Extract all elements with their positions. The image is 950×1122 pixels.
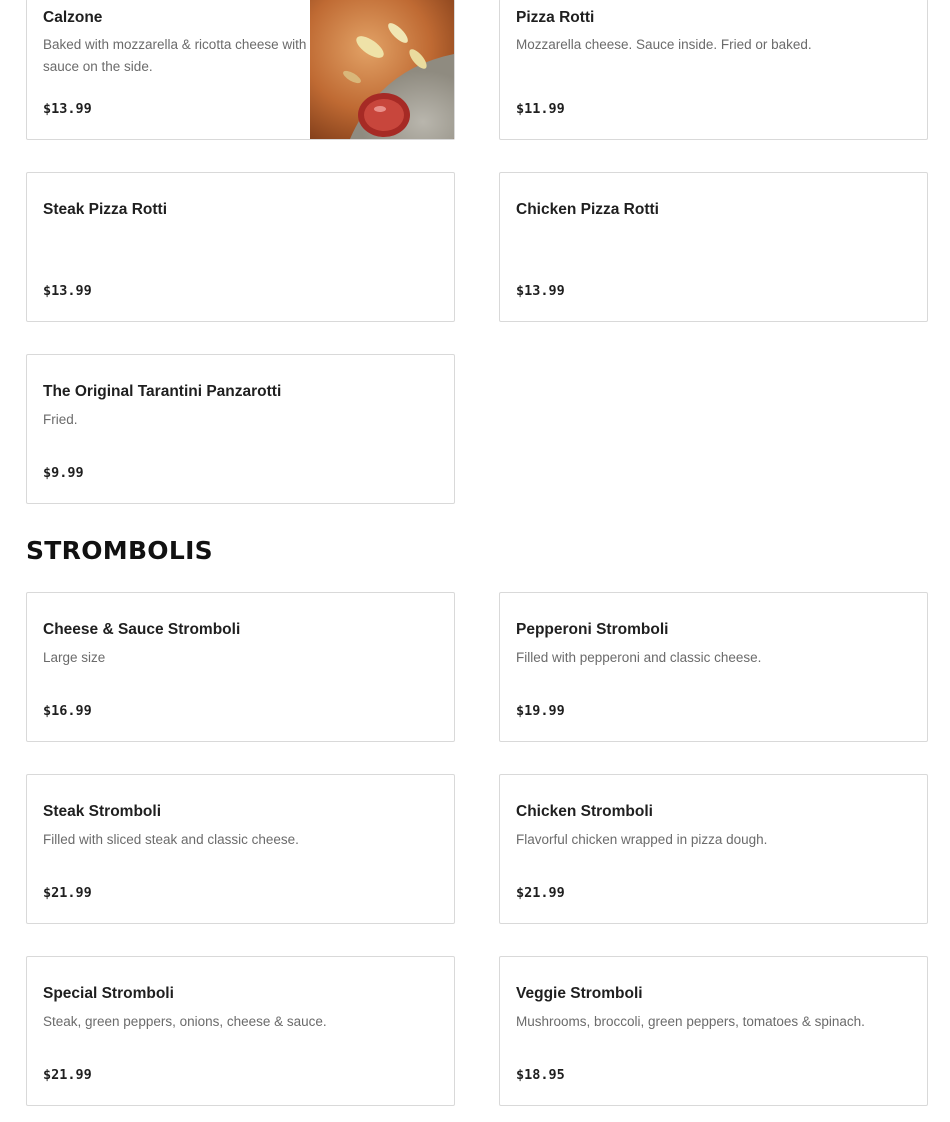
menu-item-description: Fried. (43, 412, 78, 427)
menu-item-price: $13.99 (43, 101, 92, 117)
menu-item-title: Special Stromboli (43, 985, 174, 1002)
menu-item-description: Mushrooms, broccoli, green peppers, tomatoes & spinach. (516, 1014, 865, 1029)
menu-item-card-veggie-stromboli[interactable] (499, 956, 928, 1106)
menu-item-price: $18.95 (516, 1067, 565, 1083)
menu-item-price: $21.99 (43, 1067, 92, 1083)
menu-item-title: Chicken Pizza Rotti (516, 201, 659, 218)
menu-item-price: $21.99 (516, 885, 565, 901)
menu-item-price: $19.99 (516, 703, 565, 719)
menu-item-description: Filled with sliced steak and classic cheese. (43, 832, 299, 847)
menu-item-card-pepperoni-stromboli[interactable] (499, 592, 928, 742)
menu-item-description: Filled with pepperoni and classic cheese. (516, 650, 762, 665)
menu-item-title: Pepperoni Stromboli (516, 621, 669, 638)
menu-item-card-special-stromboli[interactable] (26, 956, 455, 1106)
menu-item-card-steak-stromboli[interactable] (26, 774, 455, 924)
menu-item-title: Cheese & Sauce Stromboli (43, 621, 241, 638)
menu-item-price: $13.99 (516, 283, 565, 299)
menu-item-title: Pizza Rotti (516, 9, 595, 26)
menu-item-description: Steak, green peppers, onions, cheese & sauce. (43, 1014, 327, 1029)
menu-item-price: $13.99 (43, 283, 92, 299)
menu-item-title: Chicken Stromboli (516, 803, 653, 820)
menu-item-title: Veggie Stromboli (516, 985, 643, 1002)
menu-item-card-pizza-rotti[interactable] (499, 0, 928, 140)
menu-item-description: Large size (43, 650, 106, 665)
section-heading-strombolis: STROMBOLIS (26, 536, 213, 565)
menu-item-price: $16.99 (43, 703, 92, 719)
menu-item-card-original-tarantini-panzarotti[interactable] (26, 354, 455, 504)
menu-item-description: Baked with mozzarella & ricotta cheese with sauce on the side. (43, 37, 307, 74)
menu-item-description: Flavorful chicken wrapped in pizza dough. (516, 832, 768, 847)
menu-item-card-calzone[interactable] (26, 0, 455, 140)
menu-item-price: $9.99 (43, 465, 84, 481)
menu-item-card-cheese-sauce-stromboli[interactable] (26, 592, 455, 742)
menu-item-card-steak-pizza-rotti[interactable] (26, 172, 455, 322)
menu-item-title: Calzone (43, 9, 103, 26)
menu-item-price: $21.99 (43, 885, 92, 901)
menu-item-price: $11.99 (516, 101, 565, 117)
menu-item-card-chicken-pizza-rotti[interactable] (499, 172, 928, 322)
menu-item-description: Mozzarella cheese. Sauce inside. Fried or baked. (516, 37, 812, 52)
calzone-photo (310, 0, 454, 139)
menu-item-title: Steak Stromboli (43, 803, 161, 820)
menu-item-title: The Original Tarantini Panzarotti (43, 383, 282, 400)
menu-item-card-chicken-stromboli[interactable] (499, 774, 928, 924)
menu-item-title: Steak Pizza Rotti (43, 201, 168, 218)
